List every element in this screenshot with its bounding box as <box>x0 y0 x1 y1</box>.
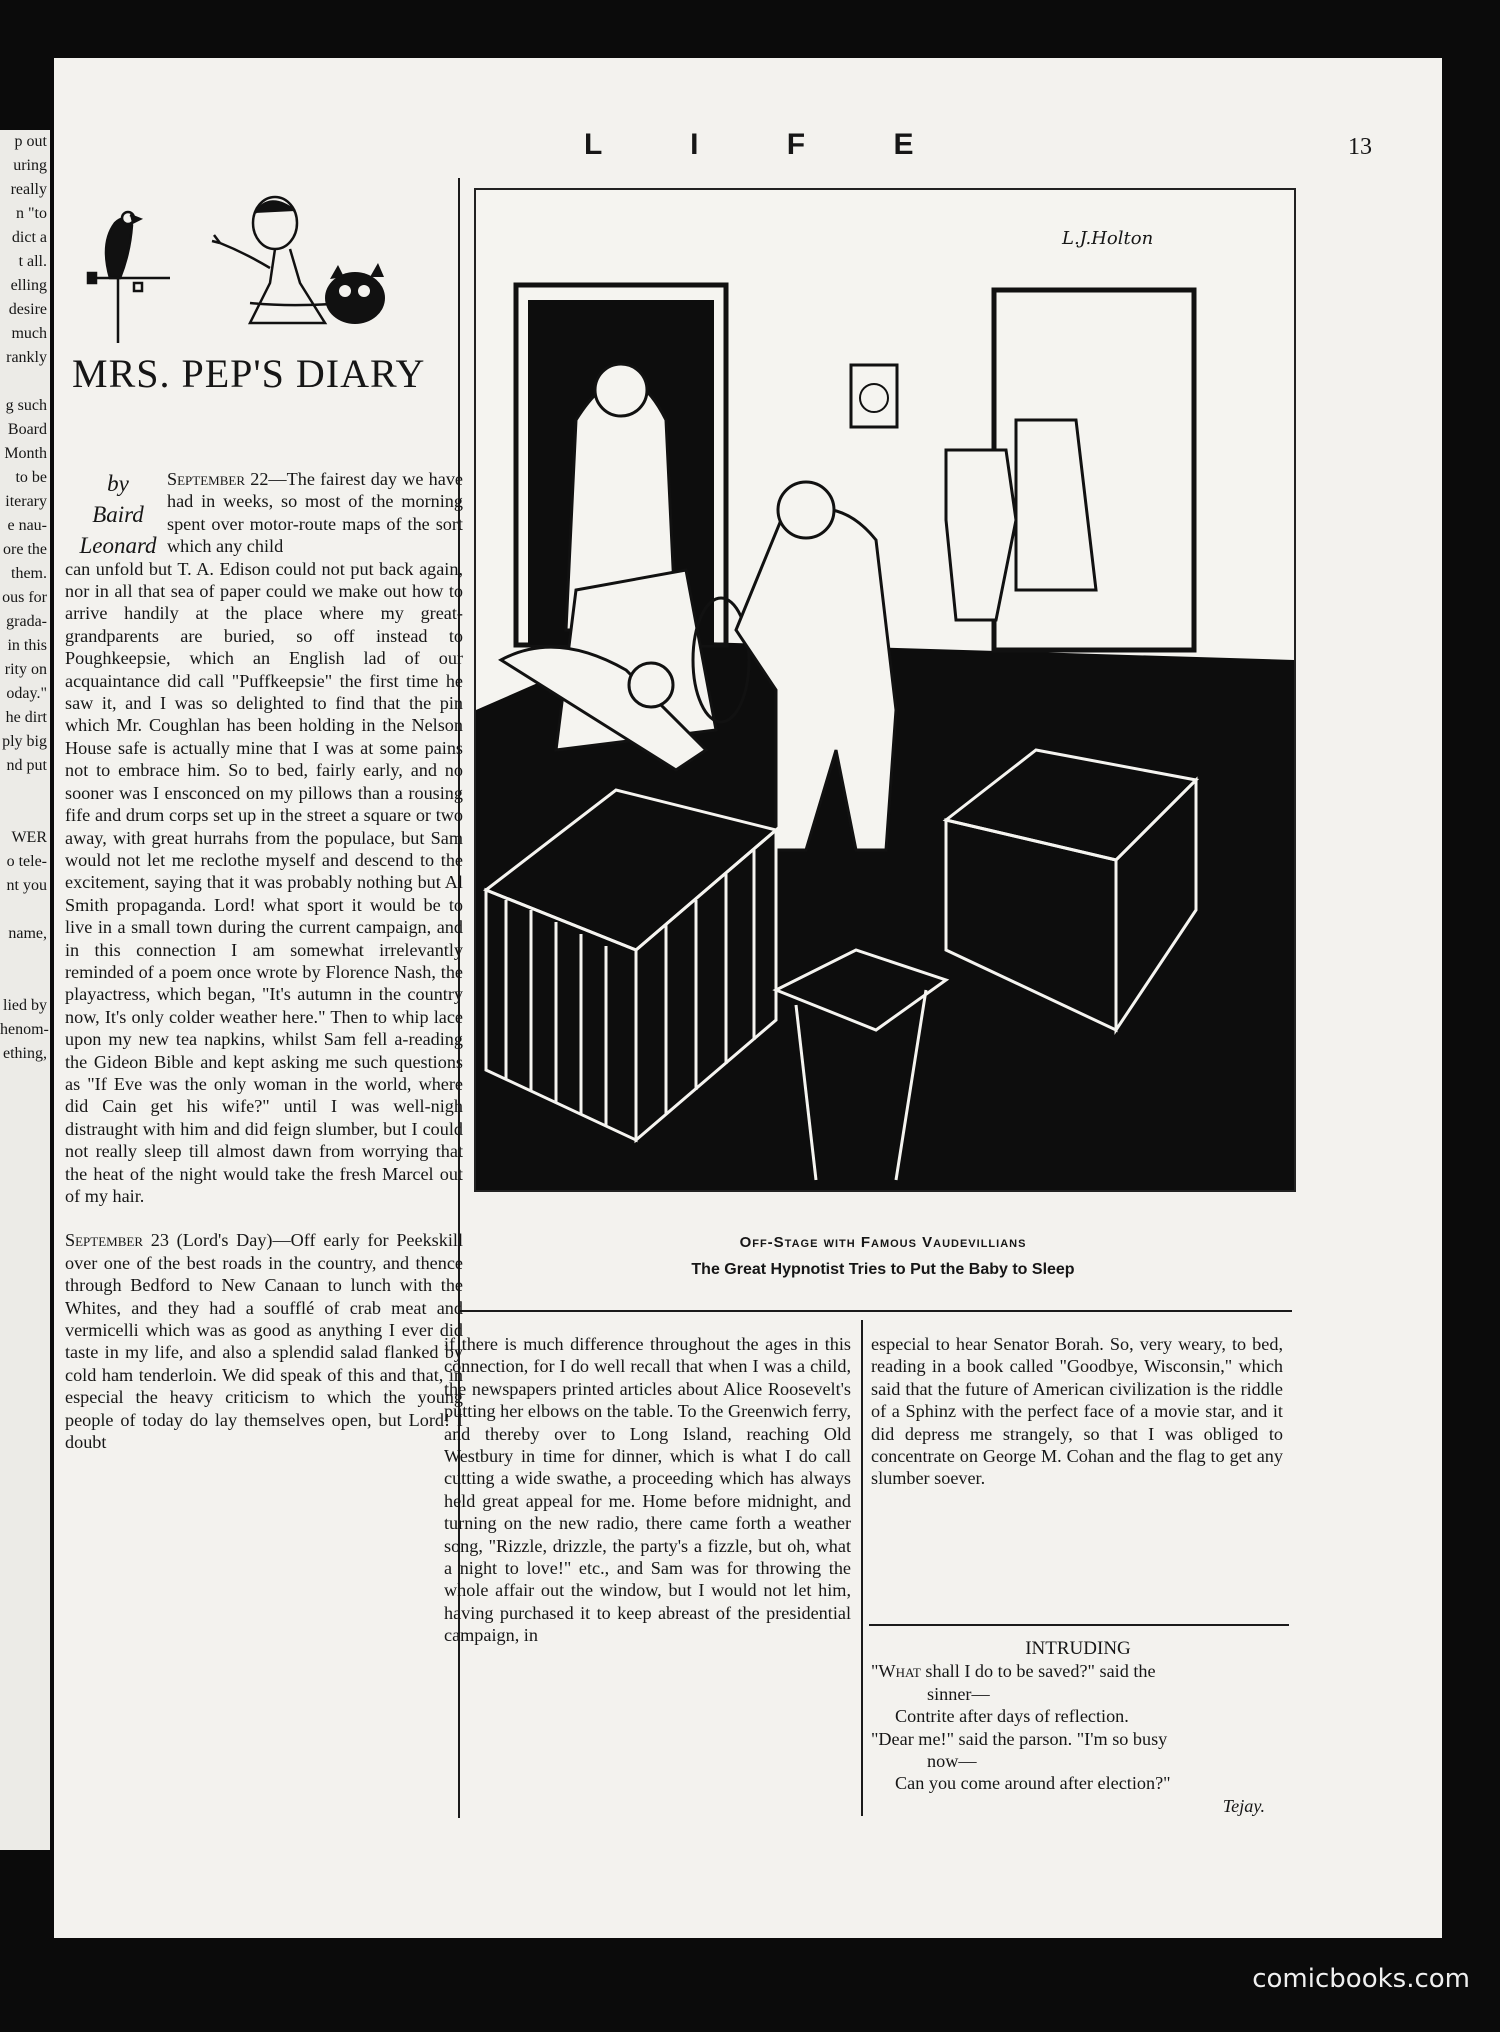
prev-page-line: ous for <box>2 589 47 606</box>
prev-page-line: ply big <box>2 733 47 750</box>
prev-page-line: rity on <box>4 661 47 678</box>
poem-line-6: Can you come around after election?" <box>895 1773 1171 1794</box>
prev-page-line: ething, <box>3 1045 47 1062</box>
prev-page-line: o tele- <box>6 853 47 870</box>
prev-page-line: dict a <box>11 229 47 246</box>
prev-page-line: WER <box>11 829 47 846</box>
prev-page-line: he dirt <box>5 709 47 726</box>
previous-page-strip <box>0 130 50 1850</box>
poem-intruding <box>871 1638 1285 1817</box>
poem-title: INTRUDING <box>1025 1638 1131 1659</box>
header-illustration <box>70 183 454 343</box>
poem-line-2: sinner— <box>927 1683 990 1704</box>
byline-by: by <box>107 471 129 496</box>
poem-line-4: "Dear me!" said the parson. "I'm so busy <box>871 1728 1168 1749</box>
prev-page-line: grada- <box>6 613 47 630</box>
entry2: September 23 (Lord's Day)—Off early for Peekskill over one of the best roads in the country, and thence through Bedford to New Canaan to lunch with the Whites, and they had a soufflé of crab meat and vermicelli which was as good as anything I ever did taste in my life, and also a splendid salad flanked by cold ham tenderloin. We did speak of this and that, in especial the heavy criticism to which the young people of today do lay themselves open, but Lord! I doubt <box>65 1230 463 1453</box>
prev-page-line: ore the <box>3 541 47 558</box>
prev-page-line: lied by <box>3 997 47 1014</box>
prev-page-line: nd put <box>6 757 47 774</box>
watermark: comicbooks.com <box>1252 1964 1470 1994</box>
cartoon-bottom-rule <box>458 1310 1292 1312</box>
poem-line-1: "What shall I do to be saved?" said the <box>871 1661 1156 1682</box>
prev-page-line: p out <box>14 133 47 150</box>
parrot-perch-icon <box>88 212 170 343</box>
prev-page-line: much <box>11 325 47 342</box>
masthead: L I F E <box>584 128 954 161</box>
poem-line-5: now— <box>927 1751 977 1772</box>
prev-page-line: really <box>10 181 47 198</box>
page-number: 13 <box>1348 134 1372 160</box>
cartoon-caption-series: Off-Stage with Famous Vaudevillians <box>739 1234 1027 1251</box>
prev-page-line <box>0 970 50 994</box>
prev-page-line: to be <box>15 469 47 486</box>
poem-line-3: Contrite after days of reflection. <box>895 1706 1129 1727</box>
cartoonist-signature: L.J.Holton <box>1062 228 1154 249</box>
prev-page-line: them. <box>11 565 47 582</box>
prev-page-line: oday." <box>6 685 47 702</box>
entry1-body: can unfold but T. A. Edison could not put back again, nor in all that sea of paper could we make out how to arrive handily at the place where my great-grandparents are buried, so off instead to Poughkeepsie, which an English lad of our acquaintance did call "Puffkeepsie" the first time he saw it, and I was so delighted to find that the pin which Mr. Coughlan has been holding in the Nelson House safe is actually mine that I was at some pains not to embrace him. So to bed, fairly early, and no sooner was I ensconced on my pillows than a rousing fife and drum corps set up in the street a square or two away, with great hurrahs from the populace, but Sam would not let me reclothe myself and descend to the excitement, saying that it was probably nothing but Al Smith propaganda. Lord! what sport it would be to live in a small town during the current campaign, and in this connection I am somewhat irrelevantly reminded of a poem once wrote by Florence Nash, the playactress, which began, "It's autumn in the country now, It's only colder weather here." Then to whip lace upon my new tea napkins, whilst Sam fell a-reading the Gideon Bible and kept asking me such questions as "If Eve was the only woman in the world, where did Cain get his wife?" until I was well-nigh distraught with him and did feign slumber, but I could not really sleep till almost dawn from worrying that the heat of the night would take the fresh Marcel out of my hair. <box>65 558 463 1206</box>
prev-page-line: Board <box>7 421 47 438</box>
cartoon-caption-title: The Great Hypnotist Tries to Put the Baby to Sleep <box>691 1261 1075 1278</box>
entry1-date: September 22 <box>167 469 269 489</box>
byline-first: Baird <box>92 502 144 527</box>
article-title: MRS. PEP'S DIARY <box>72 351 426 396</box>
entry2-date: September 23 <box>65 1230 169 1251</box>
child-boy <box>946 450 1016 620</box>
column-2-text: if there is much difference throughout the ages in this connection, for I do well recall that when I was a child, the newspapers printed articles about Alice Roosevelt's putting her elbows on the table. To the Greenwich ferry, and thereby over to Long Island, reaching Old Westbury in time for dinner, which is what I do call cutting a wide swathe, a proceeding which has always held great appeal for me. Home before midnight, and turning on the new radio, there came forth a weather song, "Rizzle, drizzle, the party's a fizzle, but oh, what a night to love!" etc., and Sam was for throwing the whole affair out the window, but I would not let him, having purchased it to keep abreast of the presidential campaign, in <box>444 1334 851 1646</box>
prev-page-line: nt you <box>6 877 47 894</box>
baby <box>629 663 673 707</box>
prev-page-line <box>0 802 50 826</box>
poem-rule <box>869 1624 1289 1626</box>
article-column-3 <box>871 1333 1283 1490</box>
prev-page-line: iterary <box>5 493 47 510</box>
magazine-page <box>54 58 1442 1938</box>
prev-page-line: uring <box>13 157 47 174</box>
poem-author: Tejay. <box>1222 1795 1265 1816</box>
column-rule-right <box>861 1320 863 1816</box>
article-column-2 <box>444 1333 851 1647</box>
byline-last: Leonard <box>79 533 157 558</box>
prev-page-line <box>0 370 50 394</box>
cartoon-panel <box>474 188 1296 1192</box>
prev-page-line <box>0 898 50 922</box>
prev-page-line: t all. <box>18 253 47 270</box>
prev-page-line <box>0 778 50 802</box>
article-column-1 <box>65 468 463 1453</box>
prev-page-line: henom- <box>0 1021 49 1038</box>
column-3-text: especial to hear Senator Borah. So, very weary, to bed, reading in a book called "Goodbye, Wisconsin," which said that the future of American civilization is the riddle of a Sphinz with the perfect face of a movie star, and it did depress me strangely, so that I was obliged to concentrate on George M. Cohan and the flag to get any slumber soever. <box>871 1334 1283 1489</box>
prev-page-line <box>0 946 50 970</box>
cat-icon <box>325 263 385 324</box>
prev-page-line: in this <box>7 637 47 654</box>
prev-page-line: g such <box>5 397 47 414</box>
teddy-bear-picture <box>851 365 897 427</box>
prev-page-line: rankly <box>6 349 47 366</box>
prev-page-line: n "to <box>16 205 47 222</box>
prev-page-line: e nau- <box>7 517 47 534</box>
entry1-lead: September 22—The fairest day we have had in weeks, so most of the morning spent over motor-route maps of the sort which any child <box>167 469 463 557</box>
prev-page-line: Month <box>4 445 47 462</box>
prev-page-line: desire <box>8 301 47 318</box>
prev-page-line: elling <box>10 277 47 294</box>
cartoon-illustration <box>476 190 1294 1190</box>
prev-page-line: name, <box>8 925 47 942</box>
